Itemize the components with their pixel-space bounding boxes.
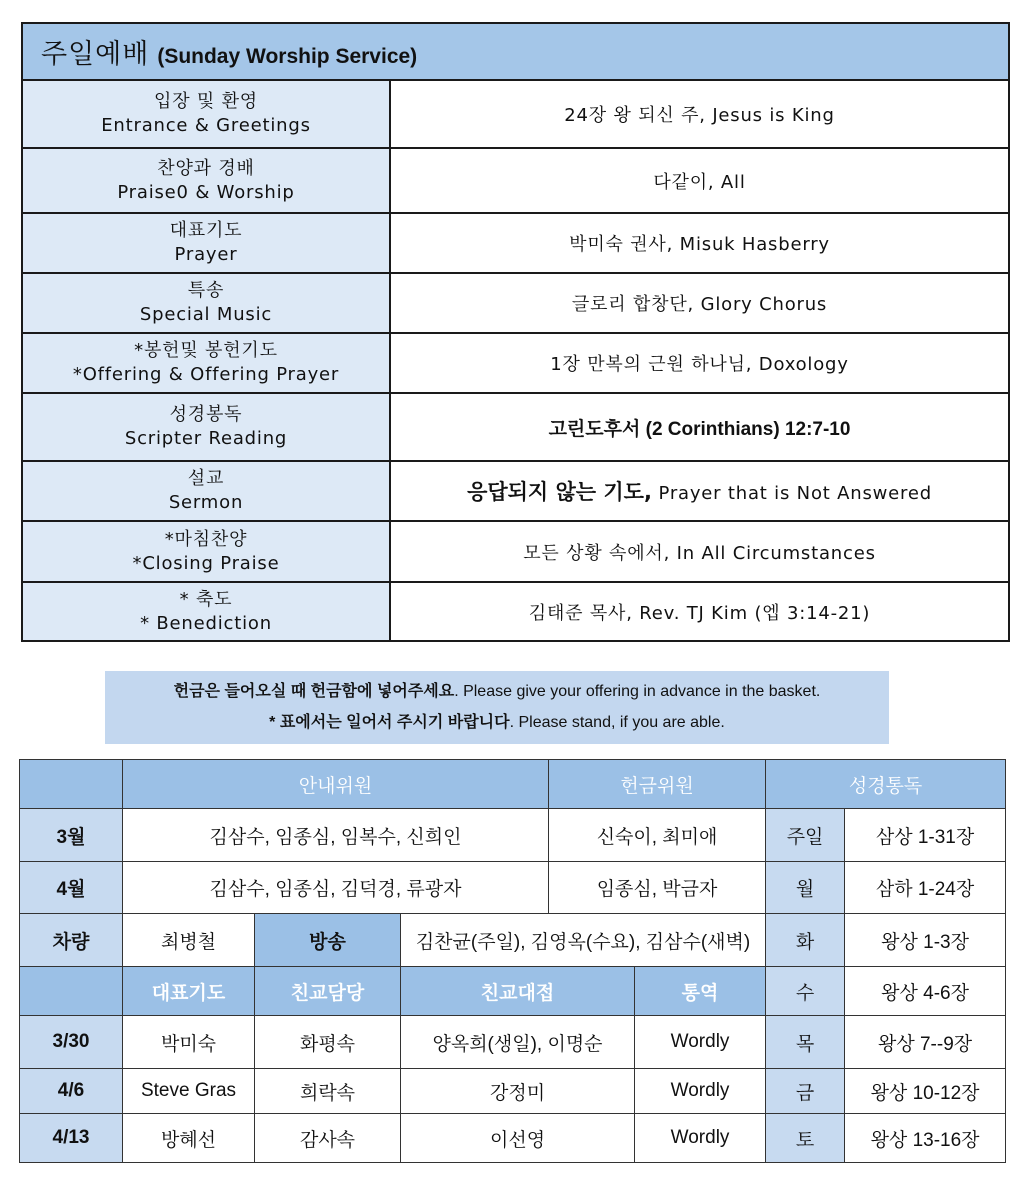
- item-label: [22, 273, 390, 333]
- worship-row: [22, 461, 1009, 521]
- sermon-title-ko: 응답되지 않는 기도,: [467, 480, 652, 504]
- header-ushers: 안내위원: [123, 760, 549, 809]
- worship-row: [22, 582, 1009, 641]
- notice-stand-en: . Please stand, if you are able.: [509, 714, 725, 731]
- header-offering: 헌금위원: [549, 760, 766, 809]
- item-label-ko: 대표기도: [169, 220, 243, 241]
- item-label: [22, 582, 390, 641]
- offering-notice: [105, 671, 889, 744]
- item-label-ko: *봉헌및 봉헌기도: [134, 340, 278, 361]
- offering-list: 신숙이, 최미애: [549, 809, 766, 862]
- item-label: [22, 461, 390, 521]
- week-fellowship: 화평속: [255, 1016, 401, 1069]
- week-date: 4/6: [20, 1069, 123, 1114]
- broadcast-label: 방송: [255, 914, 401, 967]
- item-value: 고린도후서 (2 Corinthians) 12:7-10: [390, 393, 1009, 461]
- item-label: [22, 148, 390, 213]
- bible-reading: 삼하 1-24장: [845, 862, 1006, 914]
- item-value: 박미숙 권사, Misuk Hasberry: [390, 213, 1009, 273]
- vehicle-label: 차량: [20, 914, 123, 967]
- item-label: [22, 521, 390, 582]
- week-hosting: 이선영: [401, 1114, 635, 1163]
- month-label: 3월: [20, 809, 123, 862]
- bible-reading: 왕상 1-3장: [845, 914, 1006, 967]
- header-prayer: 대표기도: [123, 967, 255, 1016]
- item-label: [22, 393, 390, 461]
- bible-reading: 왕상 10-12장: [845, 1069, 1006, 1114]
- week-hosting: 강정미: [401, 1069, 635, 1114]
- month-row: [20, 809, 1006, 862]
- item-label-en: Prayer: [174, 244, 238, 265]
- week-hosting: 양옥희(생일), 이명순: [401, 1016, 635, 1069]
- week-interpretation: Wordly: [635, 1069, 766, 1114]
- week-date: 3/30: [20, 1016, 123, 1069]
- worship-row: [22, 213, 1009, 273]
- broadcast-value: 김찬균(주일), 김영옥(수요), 김삼수(새벽): [401, 914, 766, 967]
- vehicle-broadcast-row: [20, 914, 1006, 967]
- vehicle-value: 최병철: [123, 914, 255, 967]
- sermon-title: [390, 461, 1009, 521]
- worship-row: [22, 521, 1009, 582]
- notice-line-stand: [105, 707, 889, 738]
- bible-day: 금: [766, 1069, 845, 1114]
- week-row: [20, 1114, 1006, 1163]
- item-label-en: * Benediction: [140, 612, 272, 634]
- notice-stand-ko: * 표에서는 일어서 주시기 바랍니다: [269, 714, 510, 731]
- notice-line-offering: [105, 676, 889, 707]
- week-row: [20, 1069, 1006, 1114]
- month-label: 4월: [20, 862, 123, 914]
- worship-row: [22, 80, 1009, 148]
- worship-title-en: (Sunday Worship Service): [157, 45, 418, 68]
- header-bible-reading: 성경통독: [766, 760, 1006, 809]
- worship-order-table: [21, 22, 1010, 642]
- bible-day: 주일: [766, 809, 845, 862]
- worship-header-row: [22, 23, 1009, 80]
- worship-title-ko: 주일예배: [41, 39, 150, 70]
- week-prayer: Steve Gras: [123, 1069, 255, 1114]
- worship-row: [22, 273, 1009, 333]
- item-label-ko: 입장 및 환영: [154, 91, 258, 112]
- week-prayer: 박미숙: [123, 1016, 255, 1069]
- notice-offering-ko: 헌금은 들어오실 때 헌금함에 넣어주세요: [173, 683, 455, 700]
- week-interpretation: Wordly: [635, 1114, 766, 1163]
- bible-reading: 왕상 13-16장: [845, 1114, 1006, 1163]
- item-label-en: Scripter Reading: [124, 428, 288, 449]
- schedule-table: [19, 759, 1006, 1163]
- item-label-ko: 찬양과 경배: [157, 157, 255, 179]
- item-label-ko: 성경봉독: [169, 404, 243, 425]
- item-label-ko: 설교: [187, 468, 225, 489]
- item-label-en: Sermon: [168, 492, 244, 513]
- corner-cell: [20, 760, 123, 809]
- week-date: 4/13: [20, 1114, 123, 1163]
- ushers-list: 김삼수, 임종심, 김덕경, 류광자: [123, 862, 549, 914]
- item-label-en: *Offering & Offering Prayer: [72, 364, 340, 385]
- header-fellowship: 친교담당: [255, 967, 401, 1016]
- item-label-en: Entrance & Greetings: [101, 115, 311, 136]
- item-value: 24장 왕 되신 주, Jesus is King: [390, 80, 1009, 148]
- worship-row: [22, 148, 1009, 213]
- worship-row: [22, 333, 1009, 393]
- bible-day: 수: [766, 967, 845, 1016]
- header-interpretation: 통역: [635, 967, 766, 1016]
- bible-reading: 왕상 4-6장: [845, 967, 1006, 1016]
- week-fellowship: 감사속: [255, 1114, 401, 1163]
- duty-header-row: [20, 967, 1006, 1016]
- header-hosting: 친교대접: [401, 967, 635, 1016]
- worship-title: [22, 23, 1009, 80]
- item-label-ko: *마침찬양: [164, 528, 248, 550]
- notice-offering-en: . Please give your offering in advance in the basket.: [454, 683, 821, 700]
- week-fellowship: 희락속: [255, 1069, 401, 1114]
- bible-day: 화: [766, 914, 845, 967]
- item-label-en: *Closing Praise: [132, 552, 280, 574]
- item-label-ko: * 축도: [179, 588, 233, 610]
- offering-list: 임종심, 박금자: [549, 862, 766, 914]
- item-label: [22, 333, 390, 393]
- item-label: [22, 80, 390, 148]
- bible-day: 월: [766, 862, 845, 914]
- bible-reading: 왕상 7--9장: [845, 1016, 1006, 1069]
- bible-day: 목: [766, 1016, 845, 1069]
- bible-reading: 삼상 1-31장: [845, 809, 1006, 862]
- week-interpretation: Wordly: [635, 1016, 766, 1069]
- week-prayer: 방혜선: [123, 1114, 255, 1163]
- item-value: 글로리 합창단, Glory Chorus: [390, 273, 1009, 333]
- bible-day: 토: [766, 1114, 845, 1163]
- item-label-ko: 특송: [187, 280, 225, 301]
- item-value: 모든 상황 속에서, In All Circumstances: [390, 521, 1009, 582]
- schedule-header-row: [20, 760, 1006, 809]
- month-row: [20, 862, 1006, 914]
- item-value: 1장 만복의 근원 하나님, Doxology: [390, 333, 1009, 393]
- item-label: [22, 213, 390, 273]
- item-label-en: Special Music: [139, 304, 273, 325]
- item-label-en: Praise0 & Worship: [117, 181, 295, 203]
- ushers-list: 김삼수, 임종심, 임복수, 신희인: [123, 809, 549, 862]
- worship-row: [22, 393, 1009, 461]
- sermon-title-en: Prayer that is Not Answered: [658, 483, 932, 504]
- week-row: [20, 1016, 1006, 1069]
- corner-cell: [20, 967, 123, 1016]
- item-value: 다같이, All: [390, 148, 1009, 213]
- item-value: 김태준 목사, Rev. TJ Kim (엡 3:14-21): [390, 582, 1009, 641]
